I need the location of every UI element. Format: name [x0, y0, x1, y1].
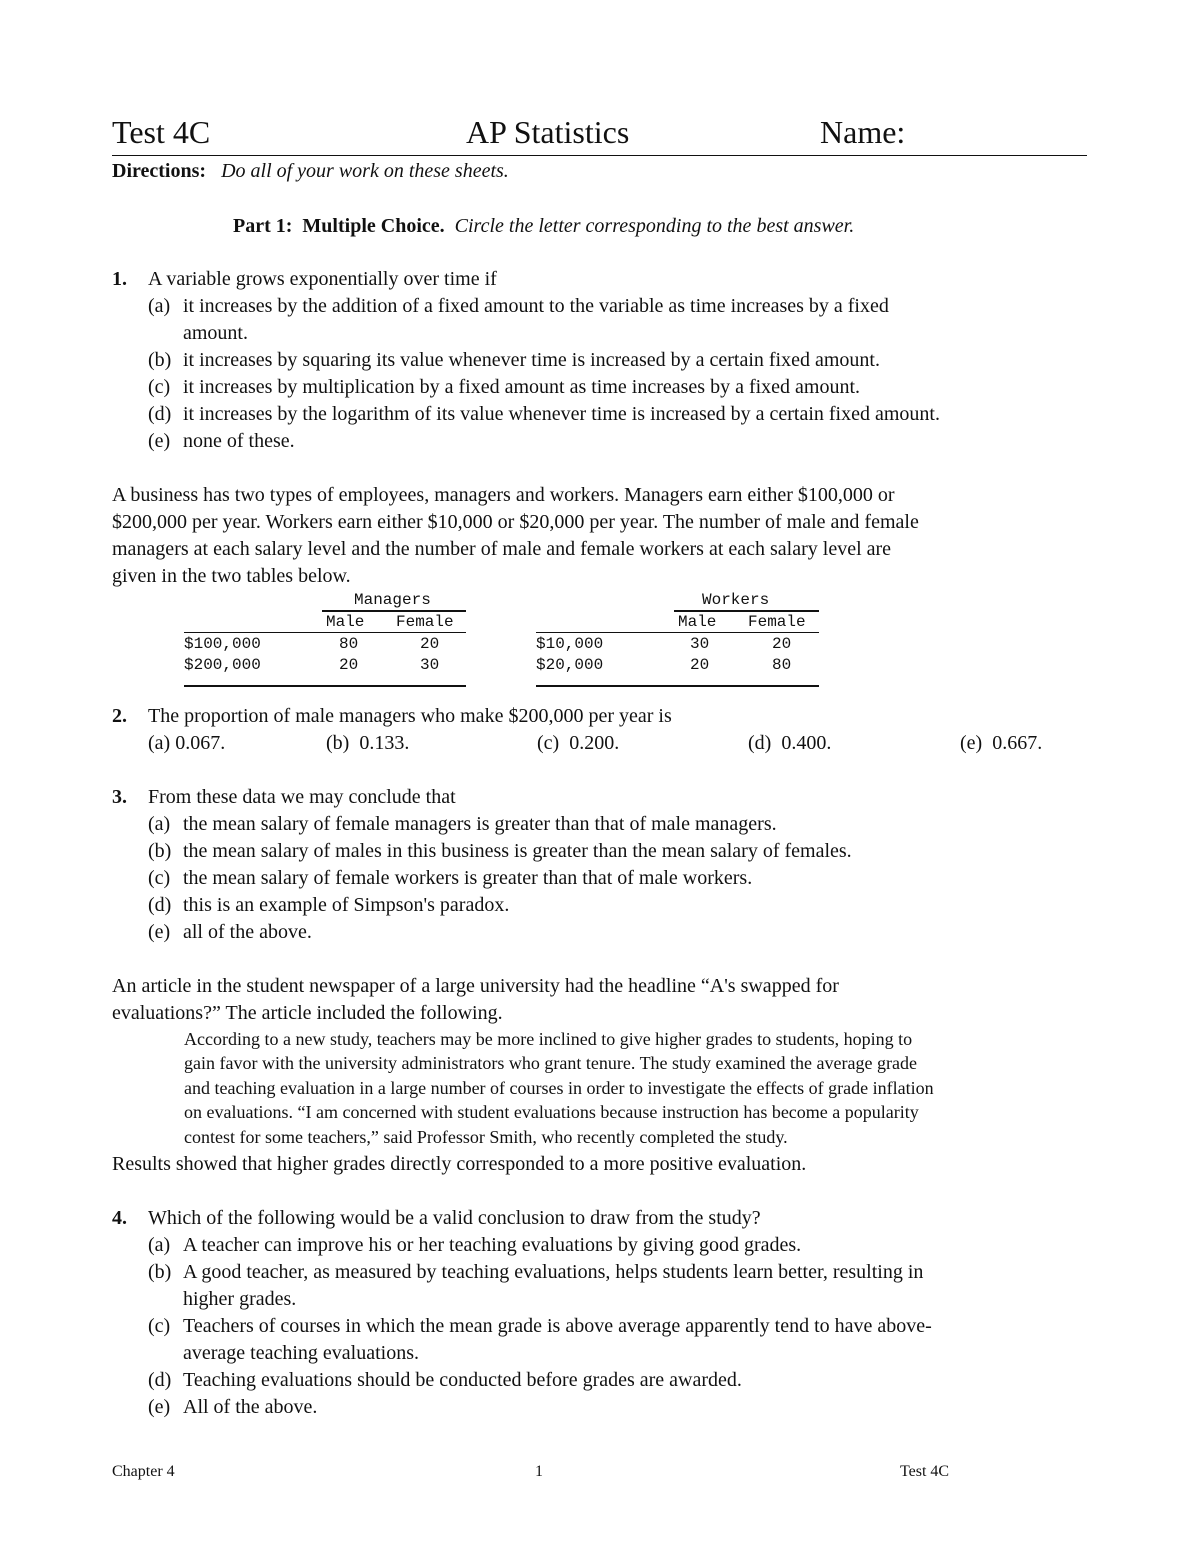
q3-option-e-letter[interactable]: (e) — [148, 921, 171, 943]
q4-option-a-text: A teacher can improve his or her teaching evaluations by giving good grades. — [183, 1234, 802, 1256]
q4-option-d-text: Teaching evaluations should be conducted before grades are awarded. — [183, 1369, 742, 1391]
directions-label: Directions: — [112, 160, 207, 182]
managers-row-2-male: 20 — [339, 656, 359, 674]
q4-option-b-cont: higher grades. — [183, 1288, 297, 1310]
q3-stem: From these data we may conclude that — [148, 786, 456, 808]
q4-option-e-text: All of the above. — [183, 1396, 318, 1418]
q1-option-a-letter[interactable]: (a) — [148, 295, 171, 317]
q1-stem: A variable grows exponentially over time if — [148, 268, 497, 290]
part1-instruction: Circle the letter corresponding to the best answer. — [454, 215, 855, 237]
article-quote-line-3: and teaching evaluation in a large number of courses in order to investigate the effects of grade inflation — [184, 1078, 934, 1098]
q3-option-c-letter[interactable]: (c) — [148, 867, 171, 889]
directions-text: Do all of your work on these sheets. — [221, 160, 509, 182]
q3-option-e-text: all of the above. — [183, 921, 312, 943]
workers-col-female: Female — [748, 613, 806, 631]
q4-option-a-letter[interactable]: (a) — [148, 1234, 171, 1256]
part1-label: Part 1: — [233, 215, 293, 237]
managers-col-female: Female — [396, 613, 454, 631]
q1-option-c-text: it increases by multiplication by a fixed amount as time increases by a fixed amount. — [183, 376, 861, 398]
business-intro-line-4: given in the two tables below. — [112, 565, 351, 587]
q3-option-d-text: this is an example of Simpson's paradox. — [183, 894, 510, 916]
q4-option-c-cont: average teaching evaluations. — [183, 1342, 419, 1364]
q3-option-a-letter[interactable]: (a) — [148, 813, 171, 835]
managers-row-1-female: 20 — [420, 635, 440, 653]
q1-option-d-text: it increases by the logarithm of its value whenever time is increased by a certain fixed amount. — [183, 403, 940, 425]
q1-option-b-letter[interactable]: (b) — [148, 349, 172, 371]
q3-number: 3. — [112, 786, 127, 808]
q4-option-b-letter[interactable]: (b) — [148, 1261, 172, 1283]
workers-table-title: Workers — [702, 591, 770, 609]
managers-row-2-label: $200,000 — [184, 656, 261, 674]
q1-option-d-letter[interactable]: (d) — [148, 403, 172, 425]
article-result: Results showed that higher grades directly corresponded to a more positive evaluation. — [112, 1153, 807, 1175]
workers-row-1-female: 20 — [772, 635, 792, 653]
article-intro-line-2: evaluations?” The article included the following. — [112, 1002, 503, 1024]
managers-header-rule — [184, 632, 466, 633]
q4-option-b-text: A good teacher, as measured by teaching evaluations, helps students learn better, resulting in — [183, 1261, 924, 1283]
header-rule — [112, 155, 1087, 156]
part1-title: Multiple Choice. — [302, 215, 445, 237]
managers-title-rule — [322, 610, 466, 612]
article-quote-line-5: contest for some teachers,” said Professor Smith, who recently completed the study. — [184, 1127, 788, 1147]
business-intro-line-3: managers at each salary level and the number of male and female workers at each salary level are — [112, 538, 892, 560]
q1-option-e-letter[interactable]: (e) — [148, 430, 171, 452]
managers-row-1-label: $100,000 — [184, 635, 261, 653]
q2-option-b[interactable]: (b) 0.133. — [326, 732, 410, 754]
workers-row-2-female: 80 — [772, 656, 792, 674]
managers-table-title: Managers — [354, 591, 431, 609]
part1-heading — [233, 213, 854, 240]
test-id: Test 4C — [112, 114, 211, 150]
q4-stem: Which of the following would be a valid conclusion to draw from the study? — [148, 1207, 761, 1229]
name-label: Name: — [820, 114, 906, 150]
footer-page-number: 1 — [535, 1463, 543, 1480]
business-intro-line-2: $200,000 per year. Workers earn either $10,000 or $20,000 per year. The number of male and female — [112, 511, 919, 533]
q4-option-e-letter[interactable]: (e) — [148, 1396, 171, 1418]
course-title: AP Statistics — [466, 114, 630, 150]
article-intro-line-1: An article in the student newspaper of a large university had the headline “A's swapped for — [112, 975, 839, 997]
managers-bottom-rule — [184, 685, 466, 687]
q1-option-b-text: it increases by squaring its value whenever time is increased by a certain fixed amount. — [183, 349, 880, 371]
q1-option-e-text: none of these. — [183, 430, 295, 452]
q2-option-d[interactable]: (d) 0.400. — [748, 732, 832, 754]
q4-number: 4. — [112, 1207, 127, 1229]
q3-option-b-text: the mean salary of males in this business is greater than the mean salary of females. — [183, 840, 852, 862]
business-intro-line-1: A business has two types of employees, managers and workers. Managers earn either $100,000 or — [112, 484, 895, 506]
q2-stem: The proportion of male managers who make $200,000 per year is — [148, 705, 672, 727]
q2-option-e[interactable]: (e) 0.667. — [960, 732, 1043, 754]
footer-test-id: Test 4C — [900, 1463, 950, 1480]
directions — [112, 158, 509, 185]
article-quote-line-1: According to a new study, teachers may be more inclined to give higher grades to students, hoping to — [184, 1029, 913, 1049]
workers-col-male: Male — [678, 613, 717, 631]
q1-option-c-letter[interactable]: (c) — [148, 376, 171, 398]
workers-header-rule — [536, 632, 819, 633]
managers-col-male: Male — [326, 613, 365, 631]
q3-option-c-text: the mean salary of female workers is greater than that of male workers. — [183, 867, 753, 889]
workers-title-rule — [674, 610, 819, 612]
q3-option-b-letter[interactable]: (b) — [148, 840, 172, 862]
managers-row-1-male: 80 — [339, 635, 359, 653]
article-quote-line-4: on evaluations. “I am concerned with student evaluations because instruction has become a popularity — [184, 1102, 919, 1122]
workers-bottom-rule — [536, 685, 819, 687]
workers-row-2-label: $20,000 — [536, 656, 604, 674]
q4-option-c-letter[interactable]: (c) — [148, 1315, 171, 1337]
footer-chapter: Chapter 4 — [112, 1463, 175, 1480]
q2-option-c[interactable]: (c) 0.200. — [537, 732, 620, 754]
workers-row-2-male: 20 — [690, 656, 710, 674]
q2-option-a[interactable]: (a) 0.067. — [148, 732, 226, 754]
q3-option-d-letter[interactable]: (d) — [148, 894, 172, 916]
article-quote-line-2: gain favor with the university administrators who grant tenure. The study examined the average grade — [184, 1053, 917, 1073]
q4-option-d-letter[interactable]: (d) — [148, 1369, 172, 1391]
q3-option-a-text: the mean salary of female managers is greater than that of male managers. — [183, 813, 777, 835]
workers-row-1-label: $10,000 — [536, 635, 604, 653]
q1-option-a-cont: amount. — [183, 322, 248, 344]
q4-option-c-text: Teachers of courses in which the mean grade is above average apparently tend to have above- — [183, 1315, 932, 1337]
managers-row-2-female: 30 — [420, 656, 440, 674]
workers-row-1-male: 30 — [690, 635, 710, 653]
q2-number: 2. — [112, 705, 127, 727]
q1-number: 1. — [112, 268, 127, 290]
q1-option-a-text: it increases by the addition of a fixed amount to the variable as time increases by a fixed — [183, 295, 889, 317]
